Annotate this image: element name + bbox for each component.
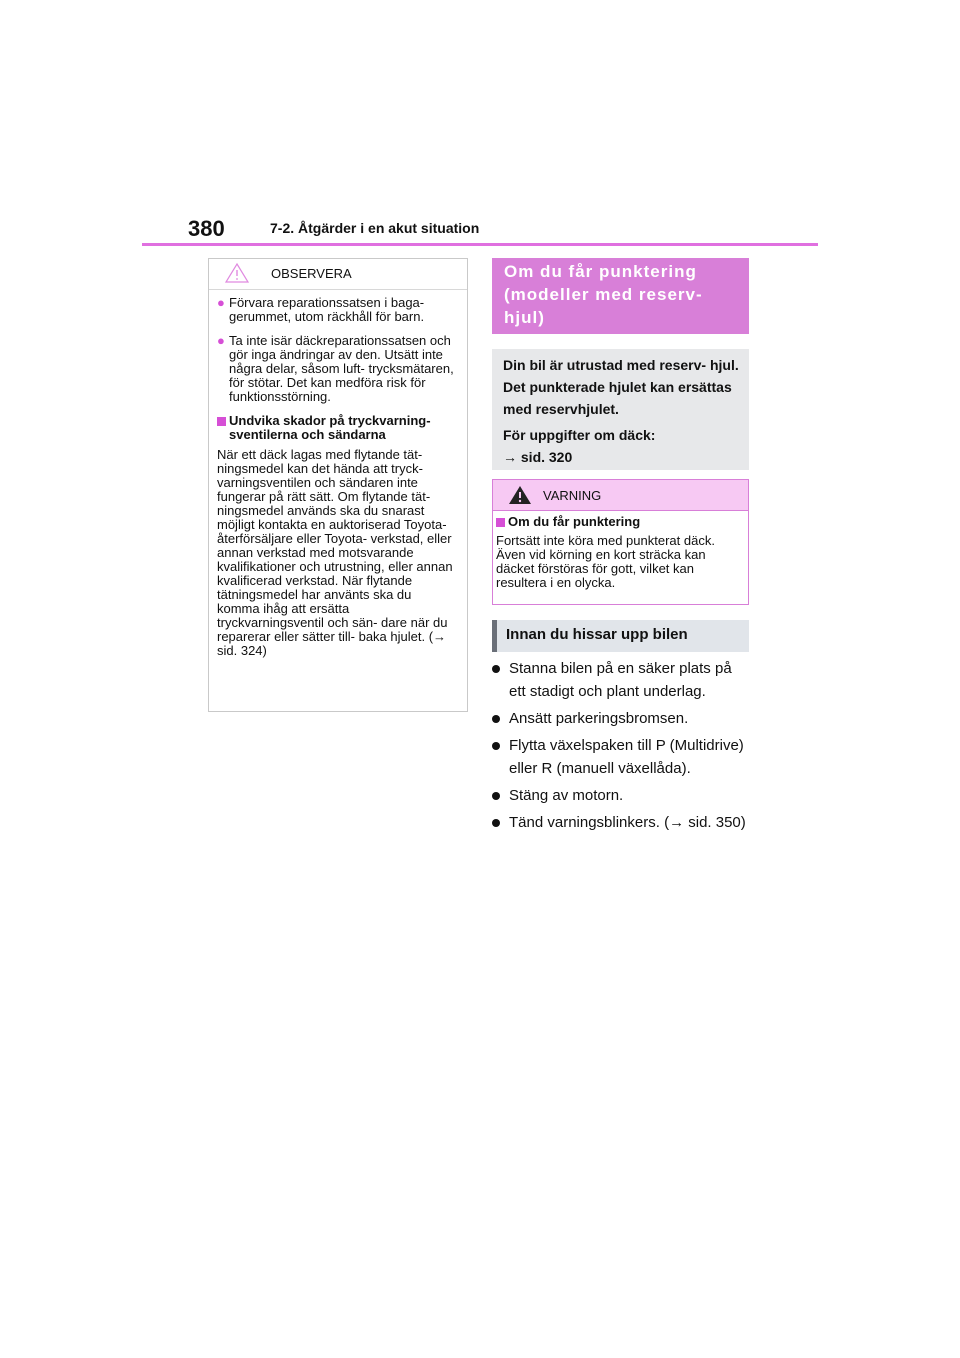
observera-bullet	[217, 334, 455, 404]
bullet-dot-icon: ●	[217, 295, 225, 310]
varning-subheading	[496, 515, 738, 529]
observera-bullet	[217, 296, 455, 324]
observera-box	[208, 258, 468, 712]
jack-heading: Innan du hissar upp bilen	[492, 620, 749, 652]
page-number: 380	[188, 216, 225, 241]
warning-triangle-icon	[508, 485, 532, 505]
list-item	[492, 784, 752, 807]
list-item	[492, 811, 752, 834]
observera-header	[209, 259, 467, 290]
list-item	[492, 707, 752, 730]
bullet-dot-icon	[492, 742, 500, 750]
step-text: Flytta växelspaken till P (Multidrive) eller R (manuell växellåda).	[509, 737, 744, 777]
square-bullet-icon	[496, 518, 505, 527]
observera-label: OBSERVERA	[271, 266, 352, 281]
page-header	[142, 212, 818, 248]
varning-label: VARNING	[543, 488, 602, 503]
bullet-dot-icon	[492, 819, 500, 827]
puncture-heading: Om du får punktering (modeller med reserv- hjul)	[492, 258, 749, 334]
caution-triangle-icon	[225, 263, 249, 283]
observera-bullet-text: Ta inte isär däckreparationssatsen och gör inga ändringar av den. Utsätt inte några delar, såsom luft- trycksmätaren, för stötar. Det kan medföra risk för funktionsstörning.	[229, 333, 454, 404]
varning-header	[493, 480, 748, 511]
section-title: 7-2. Åtgärder i en akut situation	[270, 220, 480, 236]
square-bullet-icon	[217, 417, 226, 426]
step-text: Stäng av motorn.	[509, 787, 624, 804]
list-item	[492, 734, 752, 780]
observera-paragraph: När ett däck lagas med flytande tät- ningsmedel kan det hända att tryck- varningsventilen och sändaren inte fungerar på rätt sätt. Om flytande tät- ningsmedel används ska du snarast möjligt kontakta en auktoriserad Toyota-återförsäljare eller Toyota- verkstad, eller annan verkstad med motsvarande kvalifikationer och utrustning, eller annan kvalificerad verkstad. När flytande tätningsmedel har använts ska du komma ihåg att ersätta tryckvarningsventil och sän- dare när du reparerar eller sätter till- baka hjulet. (→ sid. 324)	[217, 447, 453, 658]
step-text: Ansätt parkeringsbromsen.	[509, 710, 689, 727]
bullet-dot-icon: ●	[217, 333, 225, 348]
step-list	[492, 657, 752, 838]
observera-subheading	[217, 414, 455, 442]
info-text: Din bil är utrustad med reserv- hjul. Det punkterade hjulet kan ersättas med reservhjulet.	[503, 357, 739, 417]
info-ref-link[interactable]: → sid. 320	[503, 449, 573, 465]
varning-text: Fortsätt inte köra med punkterat däck. Även vid körning en kort sträcka kan däcket förstöras för gott, vilket kan resultera i en olycka.	[496, 533, 715, 590]
step-text: Tänd varningsblinkers. (→ sid. 350)	[509, 814, 746, 831]
bullet-dot-icon	[492, 715, 500, 723]
bullet-dot-icon	[492, 792, 500, 800]
varning-box	[492, 479, 749, 605]
info-box	[492, 349, 749, 470]
observera-bullet-text: Förvara reparationssatsen i baga- gerummet, utom räckhåll för barn.	[229, 295, 425, 324]
list-item	[492, 657, 752, 703]
bullet-dot-icon	[492, 665, 500, 673]
step-text: Stanna bilen på en säker plats på ett stadigt och plant underlag.	[509, 660, 732, 700]
varning-subheading-text: Om du får punktering	[508, 514, 641, 529]
info-ref-label: För uppgifter om däck:	[503, 427, 656, 443]
observera-subheading-text: Undvika skador på tryckvarning- sventilerna och sändarna	[229, 413, 431, 442]
header-divider	[142, 243, 818, 246]
